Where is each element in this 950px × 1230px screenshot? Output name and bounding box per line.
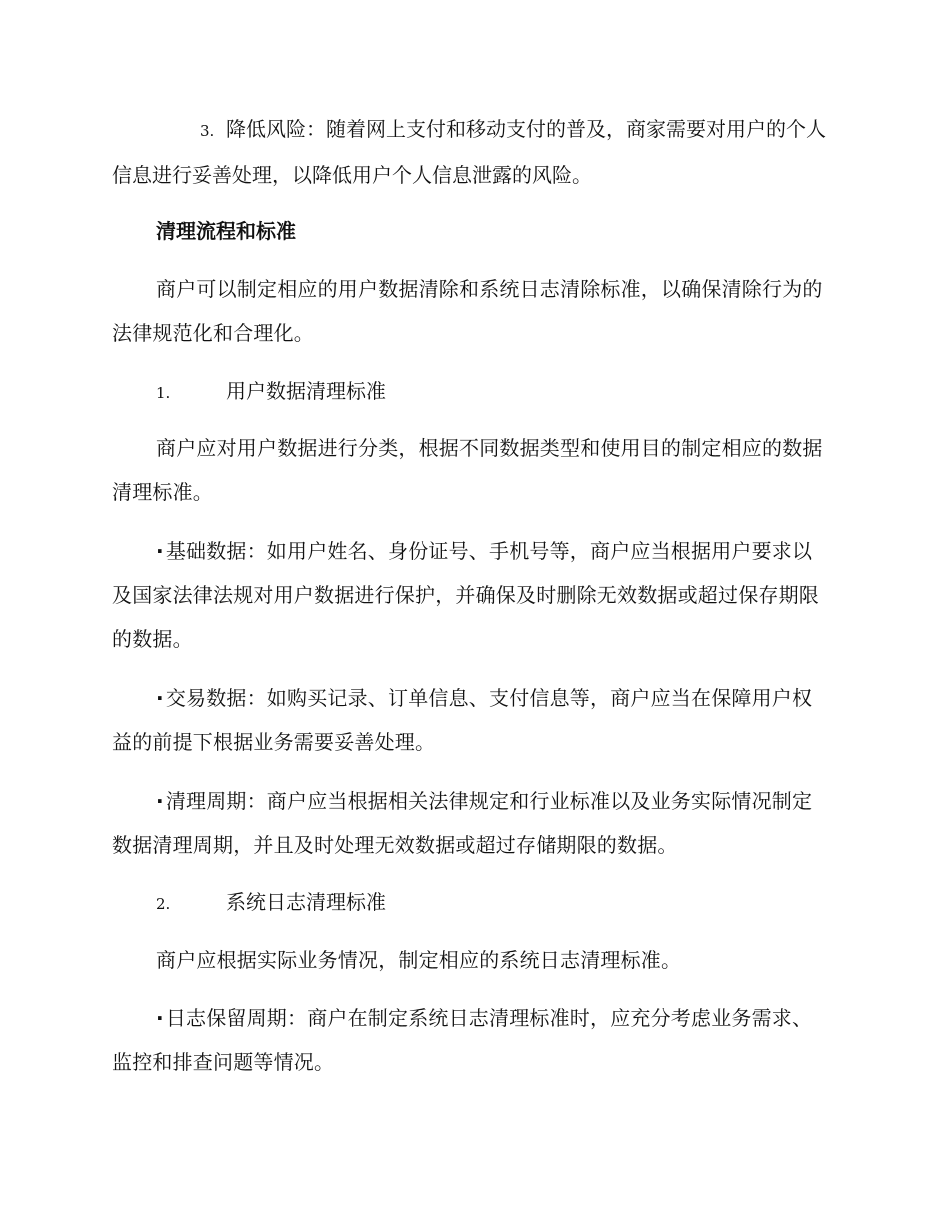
list-number: 2.: [156, 895, 171, 913]
bullet-cleanup-cycle: [112, 779, 832, 867]
paragraph-item1-desc: 商户应对用户数据进行分类，根据不同数据类型和使用目的制定相应的数据清理标准。: [112, 436, 823, 504]
list-item-text: 降低风险：随着网上支付和移动支付的普及，商家需要对用户的个人信息进行妥善处理，以降低用户个人信息泄露的风险。: [112, 117, 826, 187]
section-heading: 清理流程和标准: [156, 219, 296, 243]
list-number: 3.: [200, 122, 215, 140]
list-number: 1.: [156, 384, 171, 402]
bullet-symbol: ·: [156, 539, 164, 563]
bullet-symbol: ·: [156, 1006, 164, 1030]
bullet-log-retention: [112, 996, 832, 1084]
bullet-text: 清理周期：商户应当根据相关法律规定和行业标准以及业务实际情况制定数据清理周期，并且及时处理无效数据或超过存储期限的数据。: [112, 789, 813, 857]
bullet-symbol: ·: [156, 686, 164, 710]
bullet-trade-data: [112, 676, 832, 764]
list-item-3: [112, 107, 832, 197]
bullet-text: 日志保留周期：商户在制定系统日志清理标准时，应充分考虑业务需求、监控和排查问题等情况。: [112, 1006, 813, 1074]
bullet-symbol: ·: [156, 789, 164, 813]
list-item-1: [156, 369, 386, 415]
bullet-basic-data: [112, 529, 832, 661]
paragraph-item2-desc: 商户应根据实际业务情况，制定相应的系统日志清理标准。: [156, 948, 682, 972]
paragraph-intro: 商户可以制定相应的用户数据清除和系统日志清除标准，以确保清除行为的法律规范化和合理化。: [112, 277, 823, 345]
list-item-text: 系统日志清理标准: [226, 890, 386, 914]
bullet-text: 基础数据：如用户姓名、身份证号、手机号等，商户应当根据用户要求以及国家法律法规对用户数据进行保护，并确保及时删除无效数据或超过保存期限的数据。: [112, 539, 819, 651]
bullet-text: 交易数据：如购买记录、订单信息、支付信息等，商户应当在保障用户权益的前提下根据业务需要妥善处理。: [112, 686, 813, 754]
list-item-text: 用户数据清理标准: [226, 379, 386, 403]
list-item-2: [156, 880, 386, 926]
